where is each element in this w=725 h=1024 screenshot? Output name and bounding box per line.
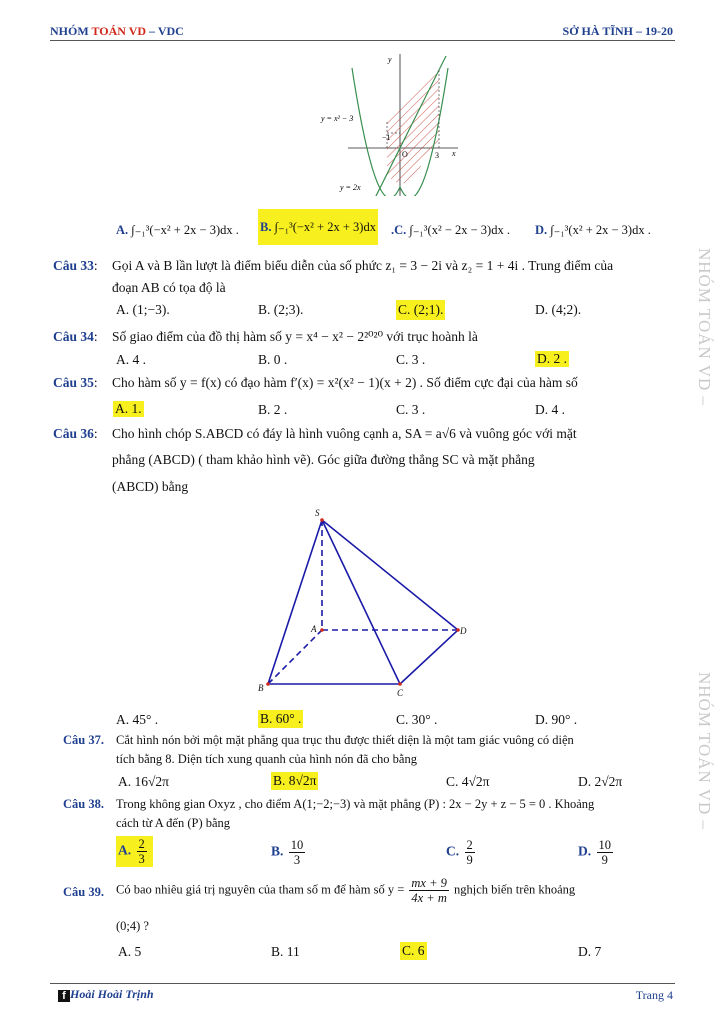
footer-author bbox=[58, 987, 154, 1002]
q38-option-d[interactable] bbox=[578, 838, 615, 867]
page-number: Trang 4 bbox=[635, 988, 673, 1002]
vertex-C: C bbox=[397, 688, 404, 696]
q38-d-num: 10 bbox=[598, 838, 611, 852]
q38-line2: cách từ A đến (P) bằng bbox=[116, 816, 231, 830]
q38-label: Câu 38. bbox=[63, 797, 104, 811]
q34-text: Số giao điểm của đồ thị hàm số y = x⁴ − x² − 2²⁰²⁰ với trục hoành là bbox=[112, 329, 478, 344]
side-watermark-top: NHÓM TOÁN VD – bbox=[695, 248, 714, 407]
q39-line1 bbox=[116, 876, 575, 905]
q39-line2: (0;4) ? bbox=[116, 919, 149, 933]
q33-option-d[interactable]: D. (4;2). bbox=[535, 302, 582, 317]
q38-a-num: 2 bbox=[138, 837, 145, 851]
label-parabola: y = x² − 3 bbox=[321, 114, 354, 123]
q35-text: Cho hàm số y = f(x) có đạo hàm f′(x) = x²(x² − 1)(x + 2) . Số điểm cực đại của hàm số bbox=[112, 375, 578, 390]
q32-d-letter: D. bbox=[535, 223, 548, 237]
q34-option-a[interactable]: A. 4 . bbox=[116, 352, 146, 367]
edge-SC bbox=[322, 520, 400, 684]
q32-option-c[interactable] bbox=[391, 222, 510, 238]
q38-a-letter: A. bbox=[118, 842, 132, 858]
header-text-3: VD bbox=[125, 24, 147, 38]
q36-line1: Cho hình chóp S.ABCD có đáy là hình vuông cạnh a, SA = a√6 và vuông góc với mặt bbox=[112, 426, 577, 441]
q32-b-text: ∫₋₁³(−x² + 2x + 3)dx bbox=[274, 220, 376, 234]
q38-line1: Trong không gian Oxyz , cho điểm A(1;−2;−3) và mặt phẳng (P) : 2x − 2y + z − 5 = 0 . Khoảng bbox=[116, 797, 595, 811]
q37-label: Câu 37. bbox=[63, 733, 104, 747]
q35-option-b[interactable]: B. 2 . bbox=[258, 402, 288, 417]
header-text-1: NHÓM bbox=[50, 24, 92, 38]
q39-label: Câu 39. bbox=[63, 885, 104, 899]
q39-text-before: Có bao nhiêu giá trị nguyên của tham số m để hàm số y = bbox=[116, 882, 405, 897]
q34-option-c[interactable]: C. 3 . bbox=[396, 352, 426, 367]
q32-a-text: ∫₋₁³(−x² + 2x − 3)dx . bbox=[131, 223, 239, 237]
q33-label: Câu 33: bbox=[53, 258, 98, 273]
q33-label-text: Câu 33 bbox=[53, 258, 94, 273]
q37-line1: Cắt hình nón bởi một mặt phẳng qua trục thu được thiết diện là một tam giác vuông có diện bbox=[116, 733, 574, 747]
axis-x-label: x bbox=[452, 149, 456, 158]
q32-option-a[interactable] bbox=[116, 222, 239, 238]
edge-SD bbox=[322, 520, 458, 630]
q38-a-den: 3 bbox=[138, 852, 145, 866]
author-name: Hoài Hoài Trịnh bbox=[70, 987, 154, 1001]
edge-CD bbox=[400, 630, 458, 684]
header-text-2: TOÁN bbox=[91, 24, 126, 38]
q32-a-letter: A. bbox=[116, 223, 129, 237]
q34-option-d[interactable]: D. 2 . bbox=[537, 351, 567, 366]
q38-c-letter: C. bbox=[446, 843, 460, 859]
facebook-icon: f bbox=[58, 990, 70, 1002]
shaded-region bbox=[387, 70, 439, 184]
tick-3: 3 bbox=[435, 151, 439, 160]
header-text-4: – VDC bbox=[146, 24, 184, 38]
q35-label-text: Câu 35 bbox=[53, 375, 94, 390]
q33-option-a[interactable]: A. (1;−3). bbox=[116, 302, 170, 317]
q38-b-den: 3 bbox=[293, 853, 301, 867]
q33-option-b[interactable]: B. (2;3). bbox=[258, 302, 304, 317]
q33-option-c[interactable]: C. (2;1). bbox=[396, 300, 445, 320]
q32-option-b[interactable] bbox=[258, 209, 378, 245]
q38-option-a[interactable] bbox=[116, 836, 153, 867]
q36-option-d[interactable]: D. 90° . bbox=[535, 712, 578, 727]
q34-option-b[interactable]: B. 0 . bbox=[258, 352, 288, 367]
q36-line2: phẳng (ABCD) ( tham khảo hình vẽ). Góc giữa đường thẳng SC và mặt phẳng bbox=[112, 452, 535, 467]
vertex-B: B bbox=[258, 683, 264, 693]
q35-option-d[interactable]: D. 4 . bbox=[535, 402, 565, 417]
q38-option-b[interactable] bbox=[271, 838, 307, 867]
q38-c-num: 2 bbox=[466, 838, 473, 852]
footer-divider bbox=[50, 983, 675, 984]
area-graph bbox=[318, 48, 468, 196]
q32-option-d[interactable] bbox=[535, 222, 651, 238]
vertex-S: S bbox=[315, 508, 320, 518]
q36-option-b[interactable]: B. 60° . bbox=[260, 711, 302, 726]
q38-b-letter: B. bbox=[271, 843, 284, 859]
q39-option-b[interactable]: B. 11 bbox=[271, 944, 300, 959]
origin-label: O bbox=[402, 150, 408, 159]
q35-option-c[interactable]: C. 3 . bbox=[396, 402, 426, 417]
q39-frac-num: mx + 9 bbox=[411, 876, 447, 890]
q32-c-letter: .C. bbox=[391, 223, 407, 237]
q35-option-a[interactable]: A. 1. bbox=[115, 401, 142, 416]
header-divider bbox=[50, 40, 675, 41]
q34-label: Câu 34: bbox=[53, 329, 98, 344]
q33-line2: đoạn AB có tọa độ là bbox=[112, 280, 226, 295]
q32-c-text: ∫₋₁³(x² − 2x − 3)dx . bbox=[409, 223, 510, 237]
label-line: y = 2x bbox=[340, 183, 361, 192]
q37-option-c[interactable]: C. 4√2π bbox=[446, 774, 490, 789]
q33-line1: Gọi A và B lần lượt là điểm biểu diễn của số phức z₁ = 3 − 2i và z₂ = 1 + 4i . Trung điểm của bbox=[112, 258, 614, 273]
side-watermark-bottom: NHÓM TOÁN VD – bbox=[695, 672, 714, 831]
vertex-A: A bbox=[311, 624, 317, 634]
q39-option-a[interactable]: A. 5 bbox=[118, 944, 142, 959]
q39-option-d[interactable]: D. 7 bbox=[578, 944, 602, 959]
q36-label-text: Câu 36 bbox=[53, 426, 94, 441]
q38-option-c[interactable] bbox=[446, 838, 477, 867]
q36-option-c[interactable]: C. 30° . bbox=[396, 712, 438, 727]
q38-b-num: 10 bbox=[290, 838, 304, 852]
vertex-D: D bbox=[460, 626, 467, 636]
q36-label: Câu 36: bbox=[53, 426, 98, 441]
axis-y-label: y bbox=[388, 55, 392, 64]
q35-label: Câu 35: bbox=[53, 375, 98, 390]
q34-label-text: Câu 34 bbox=[53, 329, 94, 344]
q37-option-b[interactable]: B. 8√2π bbox=[273, 773, 317, 788]
q37-option-a[interactable]: A. 16√2π bbox=[118, 774, 169, 789]
q39-text-after: nghịch biến trên khoảng bbox=[454, 882, 576, 897]
q38-d-letter: D. bbox=[578, 843, 592, 859]
q32-b-letter: B. bbox=[260, 220, 272, 234]
edge-SB bbox=[268, 520, 322, 684]
tick-neg1: −1 bbox=[382, 133, 391, 142]
q37-line2: tích bằng 8. Diện tích xung quanh của hình nón đã cho bằng bbox=[116, 752, 417, 766]
q37-option-d[interactable]: D. 2√2π bbox=[578, 774, 623, 789]
pyramid-figure bbox=[255, 506, 475, 696]
q32-d-text: ∫₋₁³(x² + 2x − 3)dx . bbox=[550, 223, 651, 237]
header-right: SỞ HÀ TĨNH – 19-20 bbox=[562, 24, 673, 38]
q39-frac-den: 4x + m bbox=[411, 891, 447, 905]
q36-option-a[interactable]: A. 45° . bbox=[116, 712, 159, 727]
q36-line3: (ABCD) bằng bbox=[112, 479, 189, 494]
q38-c-den: 9 bbox=[466, 853, 473, 867]
header-left bbox=[50, 24, 184, 39]
q38-d-den: 9 bbox=[601, 853, 608, 867]
q39-option-c[interactable]: C. 6 bbox=[402, 943, 425, 958]
